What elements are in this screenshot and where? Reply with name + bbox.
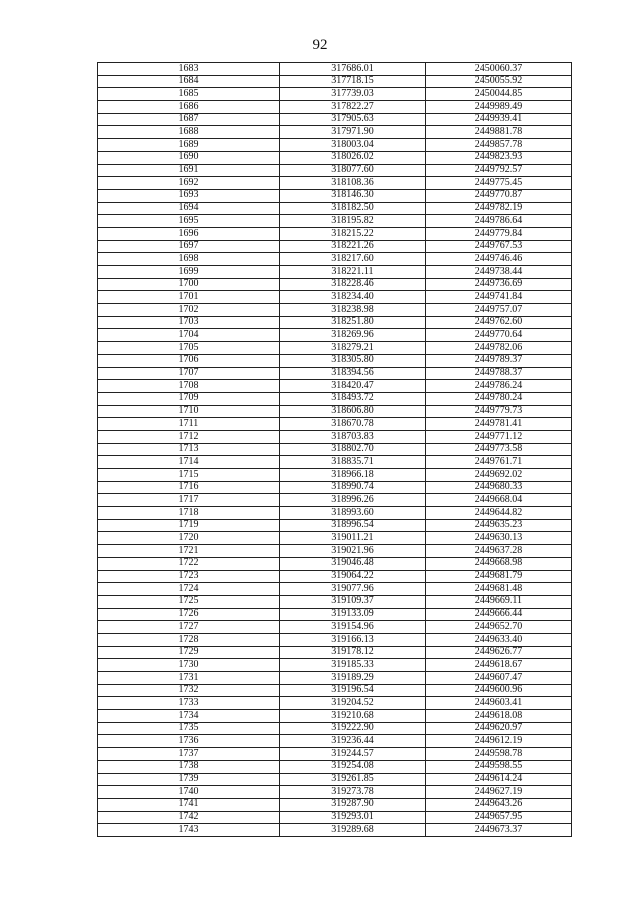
x-coordinate-cell: 317971.90 [280, 126, 426, 139]
y-coordinate-cell: 2449598.78 [426, 748, 572, 761]
point-number-cell: 1728 [98, 633, 280, 646]
table-row [98, 113, 572, 126]
point-number-cell: 1731 [98, 672, 280, 685]
table-row [98, 583, 572, 596]
point-number-cell: 1711 [98, 418, 280, 431]
y-coordinate-cell: 2450055.92 [426, 75, 572, 88]
point-number-cell: 1695 [98, 215, 280, 228]
coordinates-table-body [98, 63, 572, 837]
x-coordinate-cell: 319154.96 [280, 621, 426, 634]
table-row [98, 786, 572, 799]
x-coordinate-cell: 318251.80 [280, 316, 426, 329]
x-coordinate-cell: 318077.60 [280, 164, 426, 177]
y-coordinate-cell: 2449779.73 [426, 405, 572, 418]
y-coordinate-cell: 2449792.57 [426, 164, 572, 177]
table-row [98, 177, 572, 190]
table-row [98, 430, 572, 443]
table-row [98, 545, 572, 558]
point-number-cell: 1723 [98, 570, 280, 583]
table-row [98, 139, 572, 152]
y-coordinate-cell: 2449788.37 [426, 367, 572, 380]
point-number-cell: 1697 [98, 240, 280, 253]
point-number-cell: 1740 [98, 786, 280, 799]
x-coordinate-cell: 318182.50 [280, 202, 426, 215]
table-row [98, 456, 572, 469]
x-coordinate-cell: 319254.08 [280, 760, 426, 773]
point-number-cell: 1709 [98, 392, 280, 405]
point-number-cell: 1735 [98, 722, 280, 735]
point-number-cell: 1691 [98, 164, 280, 177]
y-coordinate-cell: 2449681.79 [426, 570, 572, 583]
x-coordinate-cell: 319196.54 [280, 684, 426, 697]
y-coordinate-cell: 2449736.69 [426, 278, 572, 291]
y-coordinate-cell: 2449652.70 [426, 621, 572, 634]
point-number-cell: 1705 [98, 342, 280, 355]
point-number-cell: 1737 [98, 748, 280, 761]
table-row [98, 469, 572, 482]
table-row [98, 278, 572, 291]
point-number-cell: 1685 [98, 88, 280, 101]
x-coordinate-cell: 317739.03 [280, 88, 426, 101]
point-number-cell: 1736 [98, 735, 280, 748]
table-row [98, 253, 572, 266]
point-number-cell: 1702 [98, 304, 280, 317]
y-coordinate-cell: 2449786.24 [426, 380, 572, 393]
table-row [98, 63, 572, 76]
x-coordinate-cell: 318606.80 [280, 405, 426, 418]
x-coordinate-cell: 319189.29 [280, 672, 426, 685]
x-coordinate-cell: 319222.90 [280, 722, 426, 735]
y-coordinate-cell: 2449775.45 [426, 177, 572, 190]
point-number-cell: 1689 [98, 139, 280, 152]
x-coordinate-cell: 318993.60 [280, 507, 426, 520]
point-number-cell: 1690 [98, 151, 280, 164]
table-row [98, 481, 572, 494]
y-coordinate-cell: 2449666.44 [426, 608, 572, 621]
x-coordinate-cell: 318003.04 [280, 139, 426, 152]
x-coordinate-cell: 318228.46 [280, 278, 426, 291]
x-coordinate-cell: 318996.54 [280, 519, 426, 532]
table-row [98, 773, 572, 786]
table-row [98, 88, 572, 101]
y-coordinate-cell: 2449738.44 [426, 266, 572, 279]
point-number-cell: 1686 [98, 101, 280, 114]
x-coordinate-cell: 317686.01 [280, 63, 426, 76]
x-coordinate-cell: 318966.18 [280, 469, 426, 482]
x-coordinate-cell: 318394.56 [280, 367, 426, 380]
table-row [98, 621, 572, 634]
point-number-cell: 1687 [98, 113, 280, 126]
point-number-cell: 1741 [98, 798, 280, 811]
x-coordinate-cell: 319204.52 [280, 697, 426, 710]
y-coordinate-cell: 2449741.84 [426, 291, 572, 304]
table-row [98, 710, 572, 723]
x-coordinate-cell: 318269.96 [280, 329, 426, 342]
table-row [98, 189, 572, 202]
x-coordinate-cell: 318221.26 [280, 240, 426, 253]
point-number-cell: 1743 [98, 824, 280, 837]
y-coordinate-cell: 2449780.24 [426, 392, 572, 405]
y-coordinate-cell: 2449681.48 [426, 583, 572, 596]
table-row [98, 633, 572, 646]
point-number-cell: 1692 [98, 177, 280, 190]
table-row [98, 684, 572, 697]
y-coordinate-cell: 2449989.49 [426, 101, 572, 114]
table-row [98, 722, 572, 735]
x-coordinate-cell: 318279.21 [280, 342, 426, 355]
point-number-cell: 1733 [98, 697, 280, 710]
point-number-cell: 1729 [98, 646, 280, 659]
table-row [98, 215, 572, 228]
point-number-cell: 1730 [98, 659, 280, 672]
y-coordinate-cell: 2449673.37 [426, 824, 572, 837]
point-number-cell: 1699 [98, 266, 280, 279]
table-row [98, 798, 572, 811]
x-coordinate-cell: 319021.96 [280, 545, 426, 558]
table-row [98, 494, 572, 507]
table-row [98, 227, 572, 240]
x-coordinate-cell: 318835.71 [280, 456, 426, 469]
table-row [98, 532, 572, 545]
x-coordinate-cell: 318217.60 [280, 253, 426, 266]
point-number-cell: 1716 [98, 481, 280, 494]
y-coordinate-cell: 2449767.53 [426, 240, 572, 253]
x-coordinate-cell: 318670.78 [280, 418, 426, 431]
x-coordinate-cell: 319236.44 [280, 735, 426, 748]
point-number-cell: 1706 [98, 354, 280, 367]
x-coordinate-cell: 318215.22 [280, 227, 426, 240]
x-coordinate-cell: 319011.21 [280, 532, 426, 545]
x-coordinate-cell: 319244.57 [280, 748, 426, 761]
x-coordinate-cell: 319178.12 [280, 646, 426, 659]
x-coordinate-cell: 319046.48 [280, 557, 426, 570]
y-coordinate-cell: 2449627.19 [426, 786, 572, 799]
table-row [98, 659, 572, 672]
table-row [98, 316, 572, 329]
point-number-cell: 1734 [98, 710, 280, 723]
table-row [98, 735, 572, 748]
x-coordinate-cell: 317822.27 [280, 101, 426, 114]
x-coordinate-cell: 318420.47 [280, 380, 426, 393]
y-coordinate-cell: 2449773.58 [426, 443, 572, 456]
x-coordinate-cell: 317718.15 [280, 75, 426, 88]
point-number-cell: 1688 [98, 126, 280, 139]
table-row [98, 595, 572, 608]
table-row [98, 760, 572, 773]
table-row [98, 557, 572, 570]
table-row [98, 342, 572, 355]
x-coordinate-cell: 318996.26 [280, 494, 426, 507]
x-coordinate-cell: 318305.80 [280, 354, 426, 367]
table-row [98, 672, 572, 685]
x-coordinate-cell: 318195.82 [280, 215, 426, 228]
y-coordinate-cell: 2449781.41 [426, 418, 572, 431]
point-number-cell: 1703 [98, 316, 280, 329]
table-row [98, 101, 572, 114]
y-coordinate-cell: 2449637.28 [426, 545, 572, 558]
y-coordinate-cell: 2449779.84 [426, 227, 572, 240]
y-coordinate-cell: 2449782.06 [426, 342, 572, 355]
y-coordinate-cell: 2449620.97 [426, 722, 572, 735]
y-coordinate-cell: 2449770.64 [426, 329, 572, 342]
x-coordinate-cell: 319289.68 [280, 824, 426, 837]
table-row [98, 443, 572, 456]
y-coordinate-cell: 2449630.13 [426, 532, 572, 545]
y-coordinate-cell: 2449614.24 [426, 773, 572, 786]
x-coordinate-cell: 319166.13 [280, 633, 426, 646]
point-number-cell: 1700 [98, 278, 280, 291]
x-coordinate-cell: 319185.33 [280, 659, 426, 672]
x-coordinate-cell: 318990.74 [280, 481, 426, 494]
y-coordinate-cell: 2449607.47 [426, 672, 572, 685]
point-number-cell: 1722 [98, 557, 280, 570]
y-coordinate-cell: 2449881.78 [426, 126, 572, 139]
point-number-cell: 1725 [98, 595, 280, 608]
point-number-cell: 1721 [98, 545, 280, 558]
x-coordinate-cell: 319077.96 [280, 583, 426, 596]
table-row [98, 418, 572, 431]
page-number: 92 [312, 37, 328, 53]
x-coordinate-cell: 318802.70 [280, 443, 426, 456]
y-coordinate-cell: 2449786.64 [426, 215, 572, 228]
y-coordinate-cell: 2449771.12 [426, 430, 572, 443]
x-coordinate-cell: 318238.98 [280, 304, 426, 317]
x-coordinate-cell: 318493.72 [280, 392, 426, 405]
point-number-cell: 1704 [98, 329, 280, 342]
y-coordinate-cell: 2449657.95 [426, 811, 572, 824]
y-coordinate-cell: 2449603.41 [426, 697, 572, 710]
x-coordinate-cell: 319210.68 [280, 710, 426, 723]
y-coordinate-cell: 2449789.37 [426, 354, 572, 367]
point-number-cell: 1727 [98, 621, 280, 634]
point-number-cell: 1683 [98, 63, 280, 76]
y-coordinate-cell: 2449643.26 [426, 798, 572, 811]
table-row [98, 202, 572, 215]
point-number-cell: 1693 [98, 189, 280, 202]
x-coordinate-cell: 318234.40 [280, 291, 426, 304]
x-coordinate-cell: 319273.78 [280, 786, 426, 799]
table-row [98, 748, 572, 761]
point-number-cell: 1718 [98, 507, 280, 520]
table-row [98, 164, 572, 177]
y-coordinate-cell: 2449680.33 [426, 481, 572, 494]
table-row [98, 75, 572, 88]
point-number-cell: 1710 [98, 405, 280, 418]
y-coordinate-cell: 2450060.37 [426, 63, 572, 76]
y-coordinate-cell: 2449939.41 [426, 113, 572, 126]
x-coordinate-cell: 319261.85 [280, 773, 426, 786]
y-coordinate-cell: 2449692.02 [426, 469, 572, 482]
point-number-cell: 1720 [98, 532, 280, 545]
point-number-cell: 1713 [98, 443, 280, 456]
table-row [98, 646, 572, 659]
table-row [98, 151, 572, 164]
y-coordinate-cell: 2450044.85 [426, 88, 572, 101]
x-coordinate-cell: 317905.63 [280, 113, 426, 126]
table-row [98, 824, 572, 837]
table-row [98, 570, 572, 583]
y-coordinate-cell: 2449600.96 [426, 684, 572, 697]
table-row [98, 519, 572, 532]
table-row [98, 266, 572, 279]
y-coordinate-cell: 2449770.87 [426, 189, 572, 202]
table-row [98, 507, 572, 520]
point-number-cell: 1714 [98, 456, 280, 469]
table-row [98, 304, 572, 317]
point-number-cell: 1708 [98, 380, 280, 393]
x-coordinate-cell: 318146.30 [280, 189, 426, 202]
y-coordinate-cell: 2449669.11 [426, 595, 572, 608]
point-number-cell: 1732 [98, 684, 280, 697]
y-coordinate-cell: 2449612.19 [426, 735, 572, 748]
table-row [98, 329, 572, 342]
y-coordinate-cell: 2449633.40 [426, 633, 572, 646]
point-number-cell: 1698 [98, 253, 280, 266]
point-number-cell: 1742 [98, 811, 280, 824]
table-row [98, 367, 572, 380]
table-row [98, 291, 572, 304]
coordinates-table [97, 62, 572, 837]
y-coordinate-cell: 2449668.04 [426, 494, 572, 507]
point-number-cell: 1696 [98, 227, 280, 240]
table-row [98, 405, 572, 418]
table-row [98, 240, 572, 253]
y-coordinate-cell: 2449598.55 [426, 760, 572, 773]
point-number-cell: 1726 [98, 608, 280, 621]
point-number-cell: 1712 [98, 430, 280, 443]
x-coordinate-cell: 319064.22 [280, 570, 426, 583]
table-row [98, 380, 572, 393]
table-row [98, 392, 572, 405]
y-coordinate-cell: 2449757.07 [426, 304, 572, 317]
x-coordinate-cell: 318703.83 [280, 430, 426, 443]
point-number-cell: 1738 [98, 760, 280, 773]
point-number-cell: 1724 [98, 583, 280, 596]
y-coordinate-cell: 2449644.82 [426, 507, 572, 520]
y-coordinate-cell: 2449761.71 [426, 456, 572, 469]
table-row [98, 354, 572, 367]
point-number-cell: 1694 [98, 202, 280, 215]
table-row [98, 811, 572, 824]
x-coordinate-cell: 318026.02 [280, 151, 426, 164]
point-number-cell: 1715 [98, 469, 280, 482]
y-coordinate-cell: 2449635.23 [426, 519, 572, 532]
y-coordinate-cell: 2449626.77 [426, 646, 572, 659]
y-coordinate-cell: 2449823.93 [426, 151, 572, 164]
point-number-cell: 1684 [98, 75, 280, 88]
y-coordinate-cell: 2449782.19 [426, 202, 572, 215]
table-row [98, 697, 572, 710]
y-coordinate-cell: 2449857.78 [426, 139, 572, 152]
y-coordinate-cell: 2449618.67 [426, 659, 572, 672]
point-number-cell: 1719 [98, 519, 280, 532]
x-coordinate-cell: 319287.90 [280, 798, 426, 811]
table-row [98, 608, 572, 621]
y-coordinate-cell: 2449618.08 [426, 710, 572, 723]
x-coordinate-cell: 319293.01 [280, 811, 426, 824]
point-number-cell: 1739 [98, 773, 280, 786]
point-number-cell: 1707 [98, 367, 280, 380]
x-coordinate-cell: 319133.09 [280, 608, 426, 621]
y-coordinate-cell: 2449668.98 [426, 557, 572, 570]
point-number-cell: 1701 [98, 291, 280, 304]
x-coordinate-cell: 318108.36 [280, 177, 426, 190]
table-row [98, 126, 572, 139]
x-coordinate-cell: 319109.37 [280, 595, 426, 608]
point-number-cell: 1717 [98, 494, 280, 507]
x-coordinate-cell: 318221.11 [280, 266, 426, 279]
y-coordinate-cell: 2449746.46 [426, 253, 572, 266]
y-coordinate-cell: 2449762.60 [426, 316, 572, 329]
